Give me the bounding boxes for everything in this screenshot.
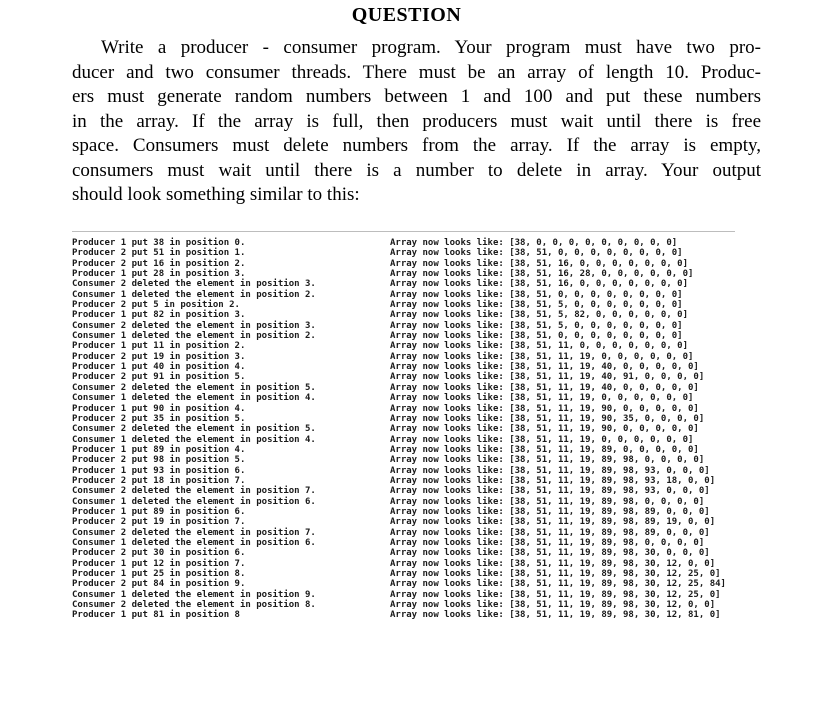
output-array-line: Array now looks like: [38, 51, 5, 0, 0, 0, 0, 0, 0, 0] bbox=[390, 300, 683, 311]
output-log-line: Producer 1 put 11 in position 2. bbox=[72, 341, 246, 352]
output-array-line: Array now looks like: [38, 51, 11, 19, 89, 98, 30, 12, 81, 0] bbox=[390, 610, 721, 621]
output-log-line: Producer 2 put 35 in position 5. bbox=[72, 413, 246, 424]
output-array-line: Array now looks like: [38, 51, 11, 19, 89, 98, 93, 0, 0, 0] bbox=[390, 465, 710, 476]
output-array-line: Array now looks like: [38, 51, 11, 19, 89, 98, 30, 0, 0, 0] bbox=[390, 548, 710, 559]
question-heading: QUESTION bbox=[351, 4, 462, 26]
paragraph-line: should look something similar to this: bbox=[72, 184, 360, 205]
output-array-line: Array now looks like: [38, 51, 11, 19, 89, 98, 30, 12, 0, 0] bbox=[390, 600, 716, 611]
paragraph-line: space. Consumers must delete numbers from the array. If the array is empty, bbox=[72, 135, 761, 156]
output-array-line: Array now looks like: [38, 51, 11, 19, 0, 0, 0, 0, 0, 0] bbox=[390, 351, 694, 362]
output-array-line: Array now looks like: [38, 51, 11, 19, 0, 0, 0, 0, 0, 0] bbox=[390, 393, 694, 404]
output-array-line: Array now looks like: [38, 51, 11, 0, 0, 0, 0, 0, 0, 0] bbox=[390, 341, 689, 352]
output-log-line: Producer 2 put 19 in position 3. bbox=[72, 351, 246, 362]
output-log-line: Producer 2 put 19 in position 7. bbox=[72, 517, 246, 528]
output-log-line: Producer 1 put 93 in position 6. bbox=[72, 465, 246, 476]
output-log-line: Consumer 1 deleted the element in position 4. bbox=[72, 393, 316, 404]
output-array-line: Array now looks like: [38, 51, 11, 19, 89, 98, 93, 18, 0, 0] bbox=[390, 475, 716, 486]
output-array-line: Array now looks like: [38, 51, 11, 19, 89, 98, 0, 0, 0, 0] bbox=[390, 496, 705, 507]
output-log-line: Producer 1 put 12 in position 7. bbox=[72, 558, 246, 569]
output-log-line: Producer 2 put 18 in position 7. bbox=[72, 475, 246, 486]
output-log-line: Consumer 2 deleted the element in position 7. bbox=[72, 486, 316, 497]
output-log-line: Producer 1 put 82 in position 3. bbox=[72, 310, 246, 321]
output-log-line: Producer 1 put 28 in position 3. bbox=[72, 269, 246, 280]
output-array-line: Array now looks like: [38, 51, 11, 19, 89, 98, 0, 0, 0, 0] bbox=[390, 455, 705, 466]
paragraph-line: ducer and two consumer threads. There must be an array of length 10. Produc- bbox=[72, 61, 761, 83]
output-array-line: Array now looks like: [38, 51, 11, 19, 40, 0, 0, 0, 0, 0] bbox=[390, 362, 699, 373]
output-array-line: Array now looks like: [38, 51, 16, 28, 0, 0, 0, 0, 0, 0] bbox=[390, 269, 694, 280]
output-log-column bbox=[72, 238, 316, 621]
output-array-line: Array now looks like: [38, 51, 0, 0, 0, 0, 0, 0, 0, 0] bbox=[390, 248, 683, 259]
output-log-line: Consumer 2 deleted the element in position 5. bbox=[72, 382, 316, 393]
output-array-line: Array now looks like: [38, 51, 11, 19, 89, 0, 0, 0, 0, 0] bbox=[390, 444, 699, 455]
output-log-line: Consumer 1 deleted the element in position 6. bbox=[72, 496, 316, 507]
output-array-line: Array now looks like: [38, 51, 11, 19, 89, 98, 89, 0, 0, 0] bbox=[390, 527, 710, 538]
output-log-line: Consumer 2 deleted the element in position 3. bbox=[72, 320, 316, 331]
output-array-line: Array now looks like: [38, 51, 5, 82, 0, 0, 0, 0, 0, 0] bbox=[390, 310, 689, 321]
paragraph-line: consumers must wait until there is a number to delete in array. Your output bbox=[72, 159, 761, 181]
output-array-line: Array now looks like: [38, 51, 11, 19, 90, 0, 0, 0, 0, 0] bbox=[390, 403, 699, 414]
crop-fade bbox=[72, 678, 735, 686]
output-log-line: Producer 1 put 40 in position 4. bbox=[72, 362, 246, 373]
output-log-line: Producer 1 put 25 in position 8. bbox=[72, 569, 246, 579]
output-log-line: Consumer 2 deleted the element in position 8. bbox=[72, 600, 316, 611]
output-array-line: Array now looks like: [38, 51, 11, 19, 89, 98, 30, 12, 25, 84] bbox=[390, 579, 726, 590]
output-array-line: Array now looks like: [38, 51, 11, 19, 89, 98, 0, 0, 0, 0] bbox=[390, 537, 705, 548]
paragraph-line: in the array. If the array is full, then producers must wait until there is free bbox=[72, 110, 761, 132]
output-log-line: Producer 2 put 5 in position 2. bbox=[72, 300, 240, 311]
output-log-line: Producer 1 put 90 in position 4. bbox=[72, 403, 246, 414]
output-array-line: Array now looks like: [38, 51, 5, 0, 0, 0, 0, 0, 0, 0] bbox=[390, 320, 683, 331]
output-log-line: Producer 2 put 91 in position 5. bbox=[72, 372, 246, 383]
output-log-line: Consumer 1 deleted the element in position 9. bbox=[72, 589, 316, 600]
question-paragraph bbox=[72, 36, 761, 208]
output-array-line: Array now looks like: [38, 51, 11, 19, 89, 98, 93, 0, 0, 0] bbox=[390, 486, 710, 497]
output-log-line: Consumer 2 deleted the element in position 5. bbox=[72, 424, 316, 435]
output-log-line: Consumer 2 deleted the element in position 3. bbox=[72, 279, 316, 290]
output-log-line: Producer 1 put 89 in position 4. bbox=[72, 444, 246, 455]
output-array-line: Array now looks like: [38, 51, 11, 19, 40, 0, 0, 0, 0, 0] bbox=[390, 382, 699, 393]
output-log-line: Producer 1 put 89 in position 6. bbox=[72, 506, 246, 517]
output-log-line: Producer 2 put 84 in position 9. bbox=[72, 579, 246, 590]
output-log-line: Consumer 2 deleted the element in position 7. bbox=[72, 527, 316, 538]
output-log-line: Producer 2 put 30 in position 6. bbox=[72, 548, 246, 559]
paragraph-line: ers must generate random numbers between 1 and 100 and put these numbers bbox=[72, 86, 761, 107]
output-array-line: Array now looks like: [38, 51, 11, 19, 89, 98, 89, 19, 0, 0] bbox=[390, 517, 716, 528]
output-array-line: Array now looks like: [38, 0, 0, 0, 0, 0, 0, 0, 0, 0] bbox=[390, 238, 678, 248]
program-output-screenshot bbox=[72, 231, 735, 686]
output-log-line: Consumer 1 deleted the element in position 6. bbox=[72, 537, 316, 548]
output-array-line: Array now looks like: [38, 51, 16, 0, 0, 0, 0, 0, 0, 0] bbox=[390, 258, 689, 269]
output-array-line: Array now looks like: [38, 51, 11, 19, 89, 98, 30, 12, 25, 0] bbox=[390, 589, 721, 600]
output-log-line: Consumer 1 deleted the element in position 2. bbox=[72, 331, 316, 342]
output-array-line: Array now looks like: [38, 51, 11, 19, 89, 98, 89, 0, 0, 0] bbox=[390, 506, 710, 517]
paragraph-line: Write a producer - consumer program. Your program must have two pro- bbox=[101, 37, 761, 58]
output-log-line: Producer 1 put 38 in position 0. bbox=[72, 238, 246, 248]
output-array-line: Array now looks like: [38, 51, 11, 19, 0, 0, 0, 0, 0, 0] bbox=[390, 434, 694, 445]
output-log-line: Producer 2 put 98 in position 5. bbox=[72, 455, 246, 466]
output-array-line: Array now looks like: [38, 51, 11, 19, 40, 91, 0, 0, 0, 0] bbox=[390, 372, 705, 383]
output-array-line: Array now looks like: [38, 51, 0, 0, 0, 0, 0, 0, 0, 0] bbox=[390, 331, 683, 342]
output-array-line: Array now looks like: [38, 51, 11, 19, 90, 0, 0, 0, 0, 0] bbox=[390, 424, 699, 435]
output-array-column bbox=[390, 238, 726, 621]
output-array-line: Array now looks like: [38, 51, 11, 19, 90, 35, 0, 0, 0, 0] bbox=[390, 413, 705, 424]
output-log-line: Producer 1 put 81 in position 8 bbox=[72, 610, 240, 621]
output-log-line: Producer 2 put 16 in position 2. bbox=[72, 258, 246, 269]
output-array-line: Array now looks like: [38, 51, 0, 0, 0, 0, 0, 0, 0, 0] bbox=[390, 289, 683, 300]
output-log-line: Consumer 1 deleted the element in position 4. bbox=[72, 434, 316, 445]
output-log-line: Producer 2 put 51 in position 1. bbox=[72, 248, 246, 259]
output-log-line: Consumer 1 deleted the element in position 2. bbox=[72, 289, 316, 300]
output-array-line: Array now looks like: [38, 51, 16, 0, 0, 0, 0, 0, 0, 0] bbox=[390, 279, 689, 290]
output-array-line: Array now looks like: [38, 51, 11, 19, 89, 98, 30, 12, 25, 0] bbox=[390, 569, 721, 579]
output-array-line: Array now looks like: [38, 51, 11, 19, 89, 98, 30, 12, 0, 0] bbox=[390, 558, 716, 569]
